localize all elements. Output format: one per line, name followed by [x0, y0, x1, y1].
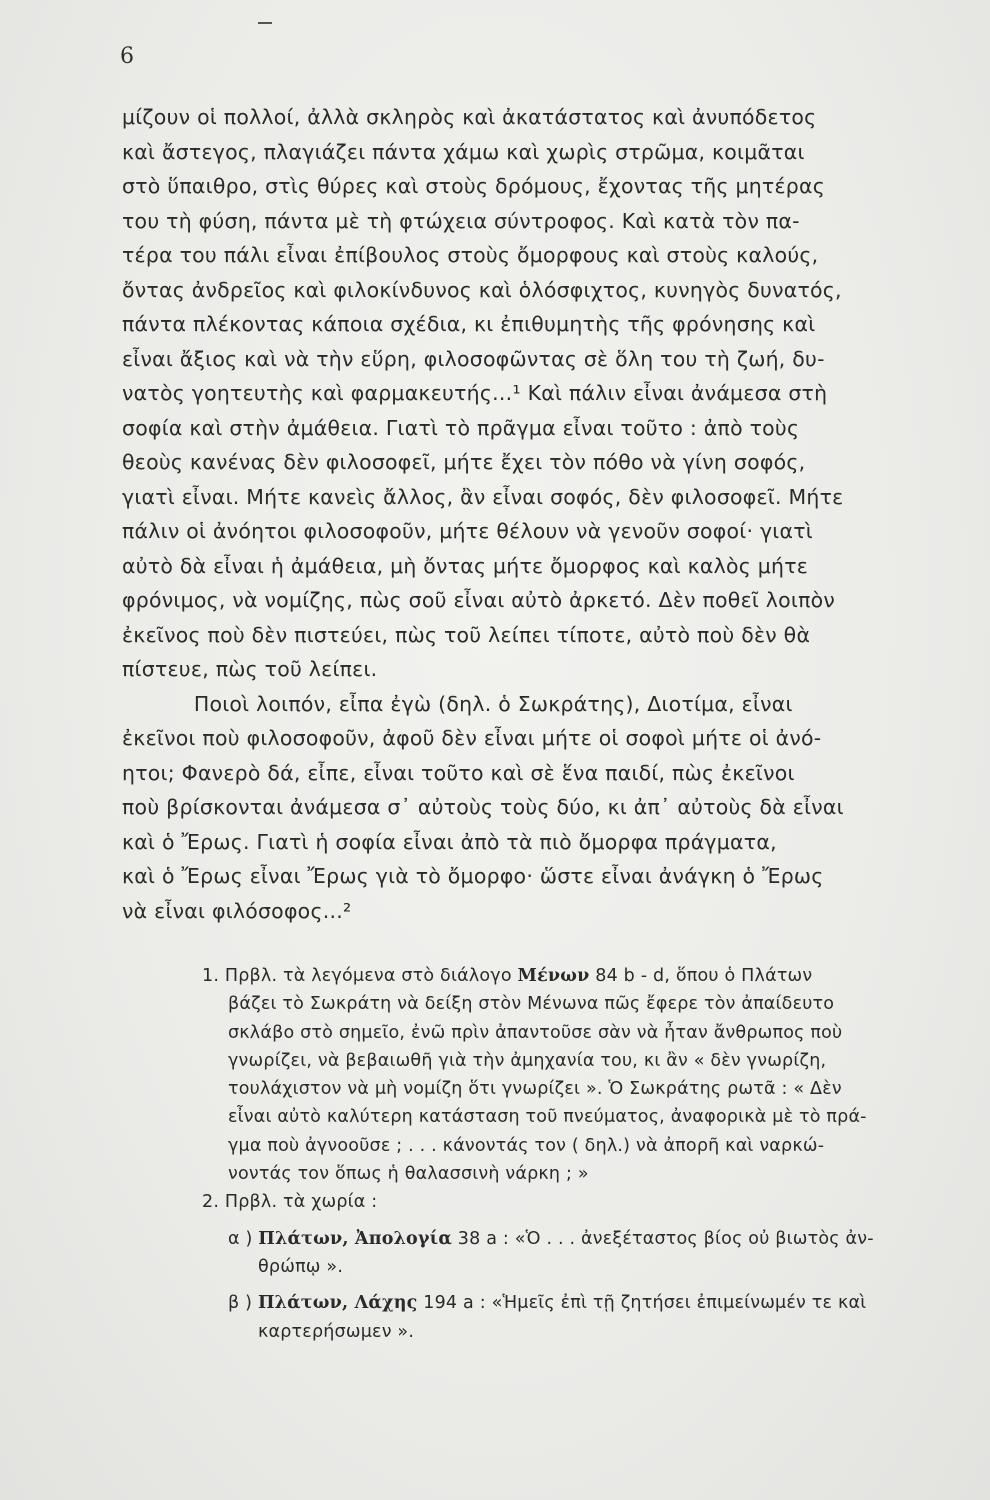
text-line: πίστευε, πὼς τοῦ λείπει.: [122, 657, 378, 681]
footnote-2b-continuation: καρτερήσωμεν ».: [258, 1321, 415, 1342]
footnote-2a-quote: 38 a : «Ὁ . . . ἀνεξέταστος βίος οὐ βιωτὸς ἀν-: [452, 1228, 874, 1249]
text-line: καὶ ὁ Ἔρως. Γιατὶ ἡ σοφία εἶναι ἀπὸ τὰ πιὸ ὄμορφα πράγματα,: [122, 829, 777, 854]
text-line: ἐκεῖνοι ποὺ φιλοσοφοῦν, ἀφοῦ δὲν εἶναι μήτε οἱ σοφοὶ μήτε οἱ ἀνό-: [122, 726, 822, 750]
footnote-2b-line: [202, 1289, 962, 1317]
text-line: Ποιοὶ λοιπόν, εἶπα ἐγὼ (δηλ. ὁ Σωκράτης), Διοτίμα, εἶναι: [193, 691, 793, 716]
text-line: ητοι; Φανερὸ δά, εἶπε, εἶναι τοῦτο καὶ σὲ ἕνα παιδί, πὼς ἐκεῖνοι: [122, 760, 795, 785]
footnote-2a-source: Πλάτων, Ἀπολογία: [258, 1228, 453, 1249]
text-line: του τὴ φύση, πάντα μὲ τὴ φτώχεια σύντροφος. Καὶ κατὰ τὸν πα-: [122, 208, 800, 233]
footnote-2b-source: Πλάτων, Λάχης: [257, 1293, 418, 1314]
footnote-1-line: τουλάχιστον νὰ μὴ νομίζη ὅτι γνωρίζει ». Ὁ Σωκράτης ρωτᾶ : « Δὲν: [228, 1079, 842, 1100]
footnotes-block: [202, 962, 962, 1346]
text-line: ὄντας ἀνδρεῖος καὶ φιλοκίνδυνος καὶ ὁλόσφιχτος, κυνηγὸς δυνατός,: [122, 277, 842, 302]
text-line: νατὸς γοητευτὴς καὶ φαρμακευτής...¹ Καὶ πάλιν εἶναι ἀνάμεσα στὴ: [122, 381, 828, 405]
text-line: καὶ ἄστεγος, πλαγιάζει πάντα χάμω καὶ χωρὶς στρῶμα, κοιμᾶται: [122, 139, 805, 164]
text-line: θεοὺς κανένας δὲν φιλοσοφεῖ, μήτε ἔχει τὸν πόθο νὰ γίνη σοφός,: [122, 450, 806, 474]
footnote-1-line: εἶναι αὐτὸ καλύτερη κατάσταση τοῦ πνεύματος, ἀναφορικὰ μὲ τὸ πρά-: [228, 1107, 867, 1128]
footnote-1-line: σκλάβο στὸ σημεῖο, ἐνῶ πρὶν ἀπαντοῦσε σὰν νὰ ἦταν ἄνθρωπος ποὺ: [228, 1022, 843, 1043]
text-line: τέρα του πάλι εἶναι ἐπίβουλος στοὺς ὄμορφους καὶ στοὺς καλούς,: [122, 243, 819, 267]
text-line: ἐκεῖνος ποὺ δὲν πιστεύει, πὼς τοῦ λείπει τίποτε, αὐτὸ ποὺ δὲν θὰ: [122, 622, 811, 647]
footnote-2b-label: β ): [228, 1293, 253, 1314]
footnote-2a-line: [202, 1225, 962, 1253]
text-line: σοφία καὶ στὴν ἀμάθεια. Γιατὶ τὸ πρᾶγμα εἶναι τοῦτο : ἀπὸ τοὺς: [122, 415, 800, 440]
text-line: γιατὶ εἶναι. Μήτε κανεὶς ἄλλος, ἂν εἶναι σοφός, δὲν φιλοσοφεῖ. Μήτε: [122, 484, 844, 509]
footnote-1-line: γμα ποὺ ἀγνοοῦσε ; . . . κάνοντάς τον ( δηλ.) νὰ ἀπορῆ καὶ ναρκώ-: [228, 1135, 825, 1156]
top-margin-mark: [258, 22, 272, 24]
main-text-block: [122, 100, 962, 928]
footnote-2b-quote: 194 a : «Ἡμεῖς ἐπὶ τῇ ζητήσει ἐπιμείνωμέν τε καὶ: [417, 1293, 867, 1314]
footnote-1-line: γνωρίζει, νὰ βεβαιωθῆ γιὰ τὴν ἀμηχανία του, κι ἂν « δὲν γνωρίζη,: [228, 1050, 827, 1071]
text-line: πάλιν οἱ ἀνόητοι φιλοσοφοῦν, μήτε θέλουν νὰ γενοῦν σοφοί· γιατὶ: [122, 519, 813, 543]
footnote-1-work-title: Μένων: [517, 966, 590, 986]
text-line: πάντα πλέκοντας κάποια σχέδια, κι ἐπιθυμητὴς τῆς φρόνησης καὶ: [122, 312, 816, 336]
text-line: καὶ ὁ Ἔρως εἶναι Ἔρως γιὰ τὸ ὄμορφο· ὥστε εἶναι ἀνάγκη ὁ Ἔρως: [122, 864, 824, 888]
footnote-2a-label: α ): [228, 1228, 253, 1249]
footnote-2-intro: 2. Πρβλ. τὰ χωρία :: [202, 1192, 378, 1213]
footnote-1-line: [202, 962, 962, 990]
footnote-1-text: 1. Πρβλ. τὰ λεγόμενα στὸ διάλογο: [202, 966, 518, 986]
footnote-1-reference: 84 b - d, ὅπου ὁ Πλάτων: [589, 966, 813, 986]
text-line: στὸ ὕπαιθρο, στὶς θύρες καὶ στοὺς δρόμους, ἔχοντας τῆς μητέρας: [122, 174, 826, 198]
footnote-1-line: βάζει τὸ Σωκράτη νὰ δείξη στὸν Μένωνα πῶς ἔφερε τὸν ἀπαίδευτο: [228, 994, 835, 1015]
text-line: εἶναι ἄξιος καὶ νὰ τὴν εὕρη, φιλοσοφῶντας σὲ ὅλη του τὴ ζωή, δυ-: [122, 346, 825, 371]
text-line: φρόνιμος, νὰ νομίζης, πὼς σοῦ εἶναι αὐτὸ ἀρκετό. Δὲν ποθεῖ λοιπὸν: [122, 588, 836, 612]
text-line: αὐτὸ δὰ εἶναι ἡ ἀμάθεια, μὴ ὄντας μήτε ὄμορφος καὶ καλὸς μήτε: [122, 553, 809, 578]
text-line: μίζουν οἱ πολλοί, ἀλλὰ σκληρὸς καὶ ἀκατάστατος καὶ ἀνυπόδετος: [122, 105, 817, 129]
footnote-2a-continuation: θρώπῳ ».: [258, 1256, 344, 1277]
text-line: ποὺ βρίσκονται ἀνάμεσα σ᾿ αὐτοὺς τοὺς δύο, κι ἀπ᾿ αὐτοὺς δὰ εἶναι: [122, 795, 844, 819]
text-line: νὰ εἶναι φιλόσοφος...²: [122, 898, 352, 923]
page-number: 6: [120, 44, 134, 69]
footnote-1-line: νοντάς τον ὅπως ἡ θαλασσινὴ νάρκη ; »: [228, 1164, 589, 1185]
